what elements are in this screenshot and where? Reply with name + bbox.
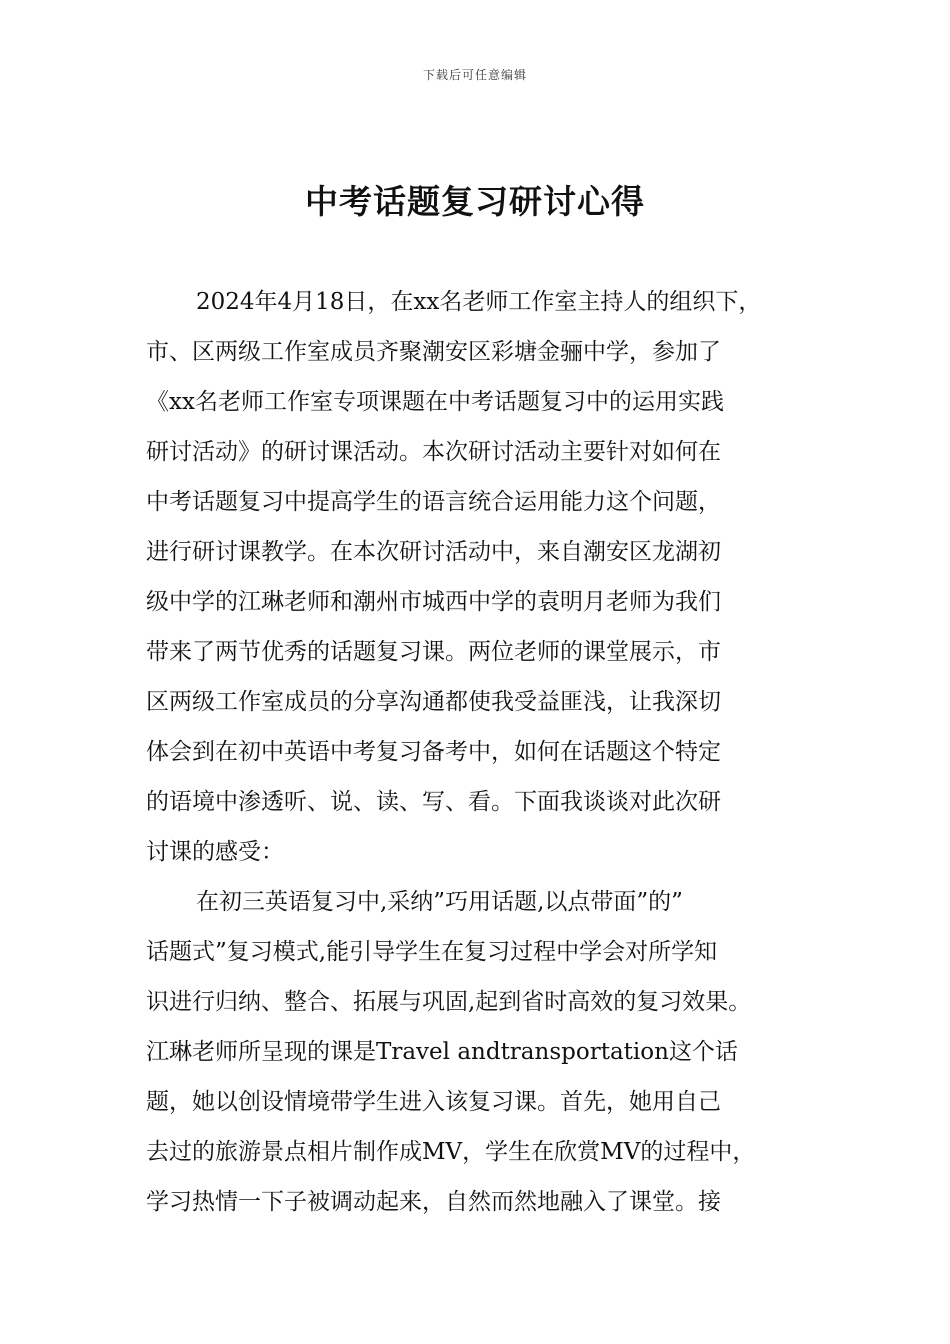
text-line: 讨课的感受：: [146, 839, 284, 865]
text-line: 的语境中渗透听、说、读、写、看。下面我谈谈对此次研: [146, 789, 721, 815]
text-line: 去过的旅游景点相片制作成MV，学生在欣赏MV的过程中，: [146, 1139, 756, 1165]
text-line: 研讨活动》的研讨课活动。本次研讨活动主要针对如何在: [146, 439, 721, 465]
text-line: 区两级工作室成员的分享沟通都使我受益匪浅，让我深切: [146, 689, 721, 715]
text-line: 中考话题复习中提高学生的语言统合运用能力这个问题，: [146, 489, 721, 515]
text-line: 识进行归纳、整合、拓展与巩固,起到省时高效的复习效果。: [146, 989, 752, 1015]
text-line: 《xx名老师工作室专项课题在中考话题复习中的运用实践: [146, 389, 724, 415]
text-line: 体会到在初中英语中考复习备考中，如何在话题这个特定: [146, 739, 721, 765]
page-title: 中考话题复习研讨心得: [305, 182, 645, 221]
paragraph-2: [146, 877, 806, 1227]
header-note: 下载后可任意编辑: [422, 68, 527, 82]
body-text: [146, 277, 806, 1227]
text-line: 题，她以创设情境带学生进入该复习课。首先，她用自己: [146, 1089, 721, 1115]
text-line: 在初三英语复习中,采纳”巧用话题,以点带面”的”: [196, 889, 683, 915]
text-line: 市、区两级工作室成员齐聚潮安区彩塘金骊中学，参加了: [146, 339, 721, 365]
text-line: 进行研讨课教学。在本次研讨活动中，来自潮安区龙湖初: [146, 539, 721, 565]
paragraph-1: [146, 277, 806, 877]
text-line: 级中学的江琳老师和潮州市城西中学的袁明月老师为我们: [146, 589, 721, 615]
text-line: 带来了两节优秀的话题复习课。两位老师的课堂展示，市: [146, 639, 721, 665]
text-line: 话题式”复习模式,能引导学生在复习过程中学会对所学知: [146, 939, 718, 965]
text-line: 2024年4月18日，在xx名老师工作室主持人的组织下，: [196, 289, 762, 315]
text-line: 江琳老师所呈现的课是Travel andtransportation这个话: [146, 1039, 738, 1065]
text-line: 学习热情一下子被调动起来，自然而然地融入了课堂。接: [146, 1189, 721, 1215]
